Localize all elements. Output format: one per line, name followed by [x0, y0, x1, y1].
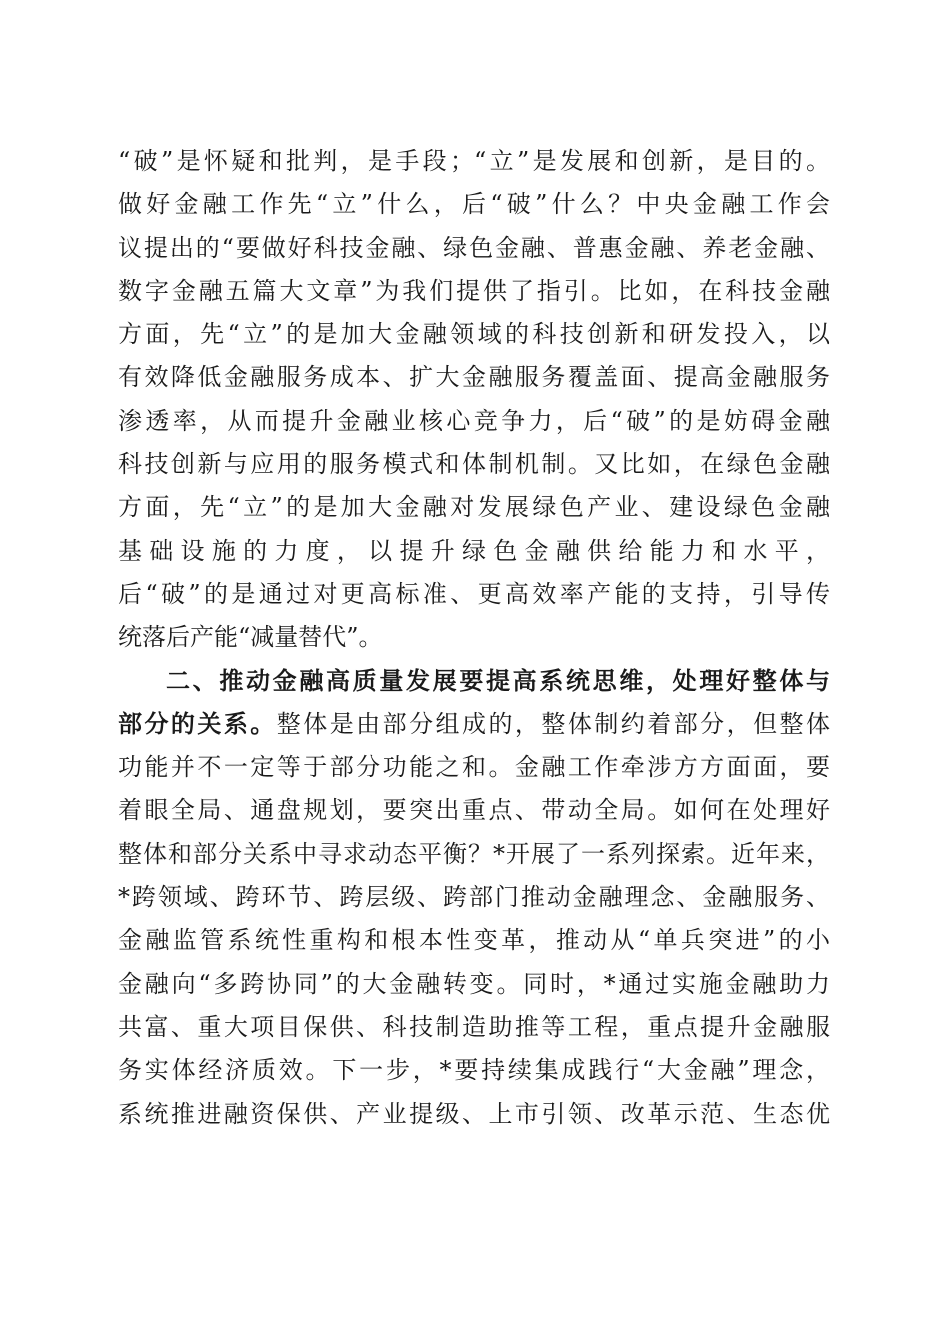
- text-line: 做好金融工作先“立”什么，后“破”什么？中央金融工作会: [118, 190, 830, 219]
- section-heading: 二、推动金融高质量发展要提高系统思维，处理好整体与: [166, 666, 830, 695]
- text-line: 有效降低金融服务成本、扩大金融服务覆盖面、提高金融服务: [118, 363, 830, 392]
- text-line: 数字金融五篇大文章”为我们提供了指引。比如，在科技金融: [118, 276, 830, 305]
- text-run: 整体是由部分组成的，整体制约着部分，但整体: [276, 709, 830, 738]
- text-line: 基础设施的力度，以提升绿色金融供给能力和水平，: [118, 536, 830, 565]
- text-line: 着眼全局、通盘规划，要突出重点、带动全局。如何在处理好: [118, 796, 830, 825]
- text-line: 金融监管系统性重构和根本性变革，推动从“单兵突进”的小: [118, 926, 830, 955]
- text-line: 务实体经济质效。下一步，*要持续集成践行“大金融”理念，: [118, 1056, 830, 1085]
- text-line: 整体和部分关系中寻求动态平衡？*开展了一系列探索。近年来，: [118, 839, 830, 868]
- text-line: “破”是怀疑和批判，是手段；“立”是发展和创新，是目的。: [118, 147, 830, 175]
- text-line: 统落后产能“减量替代”。: [118, 623, 383, 652]
- section-heading-continued: 部分的关系。: [118, 709, 277, 738]
- paragraph-systems-thinking: [118, 660, 830, 1136]
- document-body: [118, 140, 830, 1136]
- paragraph-break-vs-build: [118, 140, 830, 660]
- text-line: 方面，先“立”的是加大金融对发展绿色产业、建设绿色金融: [118, 493, 830, 522]
- text-line: 议提出的“要做好科技金融、绿色金融、普惠金融、养老金融、: [118, 233, 830, 262]
- text-line: 金融向“多跨协同”的大金融转变。同时，*通过实施金融助力: [118, 969, 830, 998]
- text-line: 科技创新与应用的服务模式和体制机制。又比如，在绿色金融: [118, 450, 830, 479]
- text-line: [118, 703, 830, 746]
- text-line: 功能并不一定等于部分功能之和。金融工作牵涉方方面面，要: [118, 753, 830, 782]
- text-line: 共富、重大项目保供、科技制造助推等工程，重点提升金融服: [118, 1012, 830, 1041]
- text-line: 系统推进融资保供、产业提级、上市引领、改革示范、生态优: [118, 1099, 830, 1128]
- text-line: 渗透率，从而提升金融业核心竞争力，后“破”的是妨碍金融: [118, 406, 830, 435]
- text-line: *跨领域、跨环节、跨层级、跨部门推动金融理念、金融服务、: [118, 883, 830, 912]
- text-line: 后“破”的是通过对更高标准、更高效率产能的支持，引导传: [118, 579, 830, 608]
- text-line: 方面，先“立”的是加大金融领域的科技创新和研发投入，以: [118, 320, 830, 349]
